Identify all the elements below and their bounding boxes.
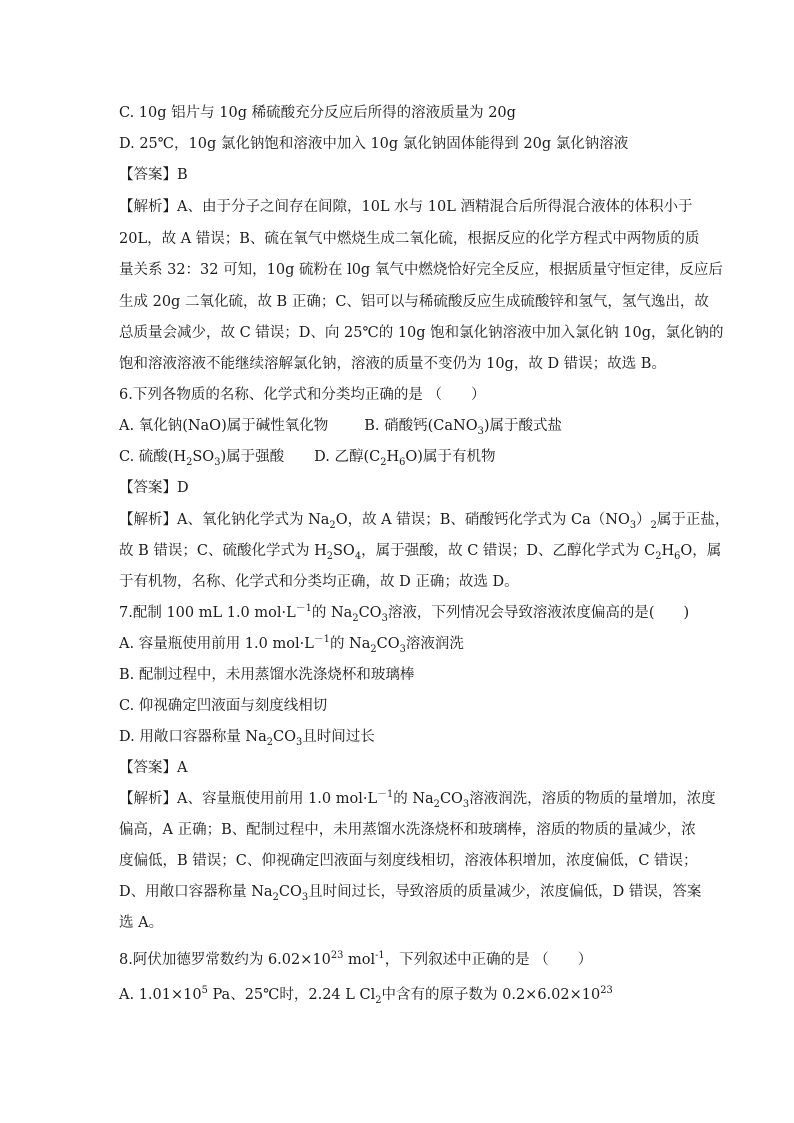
analysis-q7-line3: 度偏低，B 错误；C、仰视确定凹液面与刻度线相切，溶液体积增加，浓度偏低，C 错误；: [119, 853, 698, 869]
analysis-q5-line5: 总质量会减少，故 C 错误；D、向 25℃的 10g 饱和氯化钠溶液中加入氯化钠 10g，氯化钠的: [119, 325, 724, 341]
question-7-stem: 7.配制 100 mL 1.0 $mol\cdot L^{-1}$的 $Na_2CO_3$溶液，下列情况会导致溶液浓度偏高的是( ): [119, 603, 690, 624]
analysis-q5-line3: 量关系 32：32 可知，10g 硫粉在 l0g 氧气中燃烧恰好完全反应，根据质量守恒定律，反应后: [119, 262, 723, 278]
question-6-options-cd: [119, 447, 679, 467]
option-d-q7: D. 用敞口容器称量 $Na_2CO_3$且时间过长: [119, 729, 375, 748]
option-c-q5: C. 10g 铝片与 10g 稀硫酸充分反应后所得的溶液质量为 20g: [119, 105, 516, 121]
analysis-q5-line4: 生成 20g 二氧化硫，故 B 正确；C、铝可以与稀硫酸反应生成硫酸锌和氢气，氢气逸出，故: [119, 294, 709, 310]
answer-q5: 【答案】B: [119, 167, 188, 183]
analysis-q7-line4: D、用敞口容器称量 $Na_2CO_3$且时间过长，导致溶质的质量减少，浓度偏低，D 错误，答案: [119, 884, 702, 903]
question-6-stem: 6.下列各物质的名称、化学式和分类均正确的是 （ ）: [119, 387, 486, 403]
analysis-q6-line3: 于有机物，名称、化学式和分类均正确，故 D 正确；故选 D。: [119, 574, 519, 590]
option-d-q6: D. 乙醇$(C_2H_6O)$属于有机物: [314, 449, 496, 468]
analysis-q7-line2: 偏高，A 正确；B、配制过程中，未用蒸馏水洗涤烧杯和玻璃棒，溶质的物质的量减少，浓: [119, 822, 696, 838]
option-a-q6: A. 氧化钠(NaO)属于碱性氧化物: [119, 418, 329, 434]
option-c-q7: C. 仰视确定凹液面与刻度线相切: [119, 698, 328, 714]
question-6-options-ab: [119, 416, 679, 436]
analysis-q6-line2: 故 B 错误；C、硫酸化学式为 $H_2SO_4$，属于强酸，故 C 错误；D、乙醇化学式为 $C_2H_6O$，属: [119, 543, 722, 562]
analysis-q5-line2: 20L，故 A 错误；B、硫在氧气中燃烧生成二氧化硫，根据反应的化学方程式中两物质的质: [119, 231, 700, 247]
analysis-q5-line1: 【解析】A、由于分子之间存在间隙，10L 水与 10L 酒精混合后所得混合液体的体积小于: [119, 199, 693, 215]
answer-q6: 【答案】D: [119, 480, 189, 496]
answer-q7: 【答案】A: [119, 760, 188, 776]
analysis-q5-line6: 饱和溶液溶液不能继续溶解氯化钠，溶液的质量不变仍为 10g，故 D 错误；故选 B。: [119, 356, 666, 372]
option-a-q8: A. $1.01\times 10^5$ Pa、25℃时，2.24 L $Cl_2$中含有的原子数为 $0.2\times 6.02\times 10^{23}$: [119, 985, 613, 1006]
option-c-q6: C. 硫酸$(H_2SO_3)$属于强酸: [119, 449, 285, 468]
option-a-q7: A. 容量瓶使用前用 1.0 $mol\cdot L^{-1}$的 $Na_2CO_3$溶液润洗: [119, 634, 464, 655]
question-8-stem: 8.阿伏加德罗常数约为 $6.02\times 10^{23}$ mol$^{-1}$，下列叙述中正确的是 （ ）: [119, 950, 593, 968]
analysis-q6-line1: 【解析】A、氧化钠化学式为 $Na_2O$，故 A 错误；B、硝酸钙化学式为 $Ca(NO_3)_2$属于正盐，: [119, 512, 730, 531]
option-d-q5: D. 25℃，10g 氯化钠饱和溶液中加入 10g 氯化钠固体能得到 20g 氯化钠溶液: [119, 136, 629, 152]
analysis-q7-line1: 【解析】A、容量瓶使用前用 1.0 $mol\cdot L^{-1}$的 $Na_2CO_3$溶液润洗，溶质的物质的量增加，浓度: [119, 789, 716, 810]
option-b-q7: B. 配制过程中，未用蒸馏水洗涤烧杯和玻璃棒: [119, 667, 415, 683]
analysis-q7-line5: 选 A。: [119, 915, 164, 931]
option-b-q6: B. 硝酸钙(CaNO$_3$)属于酸式盐: [364, 418, 563, 437]
